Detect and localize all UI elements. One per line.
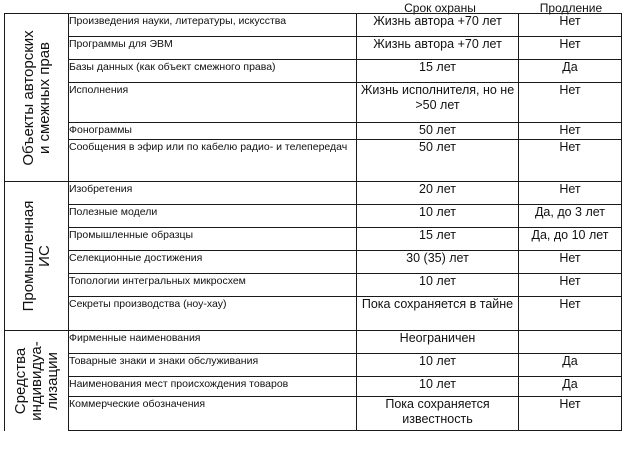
table-row [5, 60, 622, 83]
object-cell: Коммерческие обозначения [69, 397, 357, 431]
column-header-term: Срок охраны [404, 1, 476, 15]
table-row [5, 83, 622, 123]
column-header-extension: Продление [539, 1, 603, 15]
term-cell: Жизнь автора +70 лет [357, 37, 519, 60]
object-cell: Базы данных (как объект смежного права) [69, 60, 357, 83]
extension-cell: Нет [519, 123, 622, 140]
term-cell: Пока сохраняется известность [357, 397, 519, 431]
table-row [5, 297, 622, 331]
table-row [5, 251, 622, 274]
table-row [5, 397, 622, 431]
extension-cell: Нет [519, 37, 622, 60]
table-row [5, 182, 622, 205]
extension-cell: Да, до 3 лет [519, 205, 622, 228]
object-cell: Товарные знаки и знаки обслуживания [69, 354, 357, 377]
extension-cell: Нет [519, 14, 622, 37]
group-label-cell [5, 331, 69, 431]
object-cell: Фонограммы [69, 123, 357, 140]
group-label: Промышленная ИС [19, 200, 53, 312]
extension-cell: Нет [519, 397, 622, 431]
object-cell: Полезные модели [69, 205, 357, 228]
term-cell: 10 лет [357, 354, 519, 377]
table-row [5, 14, 622, 37]
object-cell: Наименования мест происхождения товаров [69, 377, 357, 397]
extension-cell: Да, до 10 лет [519, 228, 622, 251]
extension-cell: Нет [519, 83, 622, 123]
extension-cell [519, 331, 622, 354]
object-cell: Изобретения [69, 182, 357, 205]
term-cell: 20 лет [357, 182, 519, 205]
group-label: Средства индивидуа- лизации [11, 340, 61, 421]
object-cell: Сообщения в эфир или по кабелю радио- и телепередач [69, 140, 357, 182]
term-cell: 50 лет [357, 140, 519, 182]
object-cell: Промышленные образцы [69, 228, 357, 251]
term-cell: Пока сохраняется в тайне [357, 297, 519, 331]
extension-cell: Нет [519, 297, 622, 331]
term-cell: Неограничен [357, 331, 519, 354]
term-cell: 50 лет [357, 123, 519, 140]
object-cell: Селекционные достижения [69, 251, 357, 274]
object-cell: Произведения науки, литературы, искусства [69, 14, 357, 37]
table-row [5, 140, 622, 182]
table-row [5, 377, 622, 397]
extension-cell: Да [519, 354, 622, 377]
table-row [5, 331, 622, 354]
group-label-cell [5, 14, 69, 182]
table-row [5, 37, 622, 60]
group-label-cell [5, 182, 69, 331]
term-cell: 10 лет [357, 205, 519, 228]
object-cell: Секреты производства (ноу-хау) [69, 297, 357, 331]
term-cell: 15 лет [357, 228, 519, 251]
object-cell: Топологии интегральных микросхем [69, 274, 357, 297]
table-row [5, 274, 622, 297]
term-cell: 10 лет [357, 377, 519, 397]
term-cell: Жизнь исполнителя, но не >50 лет [357, 83, 519, 123]
object-cell: Исполнения [69, 83, 357, 123]
extension-cell: Нет [519, 274, 622, 297]
table-row [5, 123, 622, 140]
ip-protection-table [4, 13, 622, 431]
table-row [5, 205, 622, 228]
term-cell: Жизнь автора +70 лет [357, 14, 519, 37]
table-row [5, 228, 622, 251]
term-cell: 10 лет [357, 274, 519, 297]
term-cell: 30 (35) лет [357, 251, 519, 274]
extension-cell: Нет [519, 182, 622, 205]
extension-cell: Нет [519, 251, 622, 274]
object-cell: Программы для ЭВМ [69, 37, 357, 60]
object-cell: Фирменные наименования [69, 331, 357, 354]
extension-cell: Да [519, 377, 622, 397]
term-cell: 15 лет [357, 60, 519, 83]
extension-cell: Нет [519, 140, 622, 182]
group-label: Объекты авторских и смежных прав [19, 29, 53, 166]
extension-cell: Да [519, 60, 622, 83]
table-row [5, 354, 622, 377]
